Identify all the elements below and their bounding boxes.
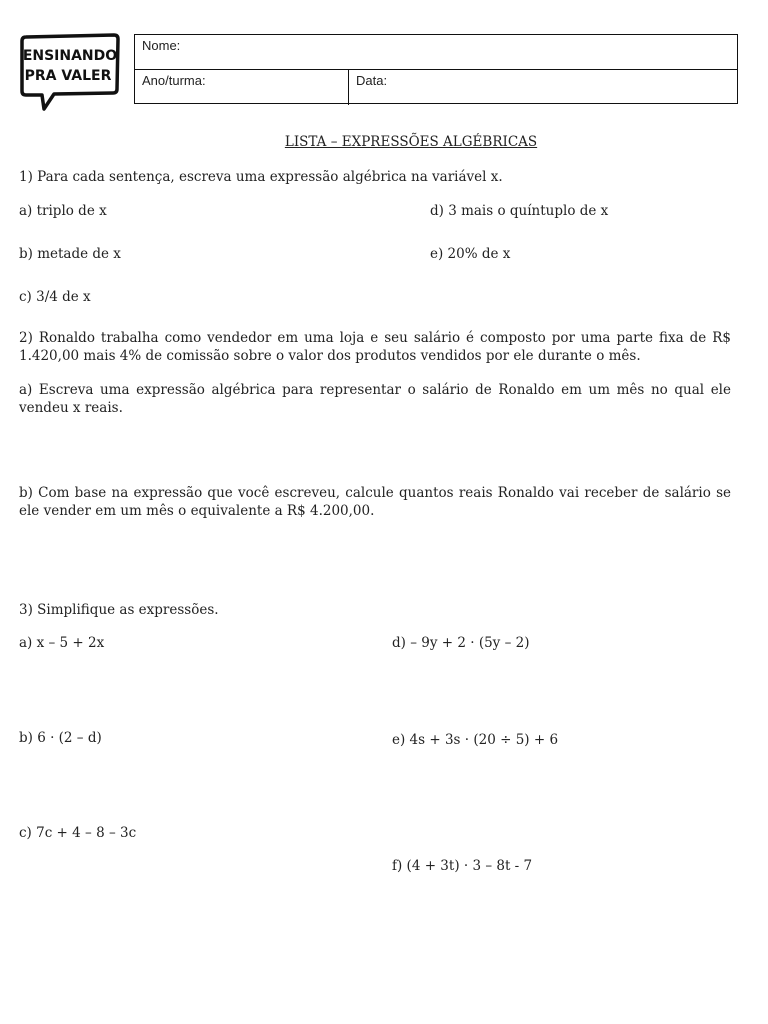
name-field[interactable] <box>135 35 737 70</box>
q3-item-d: d) – 9y + 2 · (5y – 2) <box>392 635 530 651</box>
class-field[interactable] <box>135 70 349 105</box>
logo-text-line1: ENSINANDO <box>22 48 118 64</box>
speech-bubble-logo-icon <box>20 33 120 113</box>
q2-item-a: a) Escreva uma expressão algébrica para representar o salário de Ronaldo em um mês no qual ele vendeu x reais. <box>19 382 731 416</box>
q2-item-b: b) Com base na expressão que você escreveu, calcule quantos reais Ronaldo vai receber de salário se ele vender em um mês o equivalente a R$ 4.200,00. <box>19 485 731 519</box>
q1-item-d: d) 3 mais o quíntuplo de x <box>430 203 609 219</box>
name-label: Nome: <box>142 38 181 53</box>
q1-item-c: c) 3/4 de x <box>19 289 91 305</box>
q1-item-e: e) 20% de x <box>430 246 511 262</box>
logo-text-line2: PRA VALER <box>24 68 112 84</box>
ensinando-pra-valer-logo <box>20 33 120 113</box>
class-label: Ano/turma: <box>142 73 206 88</box>
q3-item-a: a) x – 5 + 2x <box>19 635 105 651</box>
q1-statement: 1) Para cada sentença, escreva uma expressão algébrica na variável x. <box>19 169 503 185</box>
date-label: Data: <box>356 73 388 88</box>
q1-item-a: a) triplo de x <box>19 203 107 219</box>
student-info-table <box>134 34 738 104</box>
q3-item-f: f) (4 + 3t) · 3 – 8t - 7 <box>392 858 533 874</box>
q3-statement: 3) Simplifique as expressões. <box>19 602 219 618</box>
q3-item-e: e) 4s + 3s · (20 ÷ 5) + 6 <box>392 732 559 748</box>
q3-item-c: c) 7c + 4 – 8 – 3c <box>19 825 137 841</box>
q2-statement: 2) Ronaldo trabalha como vendedor em uma loja e seu salário é composto por uma parte fixa de R$ 1.420,00 mais 4% de comissão sobre o valor dos produtos vendidos por ele durante o mês. <box>19 330 731 364</box>
page-title: LISTA – EXPRESSÕES ALGÉBRICAS <box>284 134 538 150</box>
header-bottom-row <box>135 70 737 105</box>
q3-item-b: b) 6 · (2 – d) <box>19 730 102 746</box>
q1-item-b: b) metade de x <box>19 246 121 262</box>
date-field[interactable] <box>349 70 737 105</box>
